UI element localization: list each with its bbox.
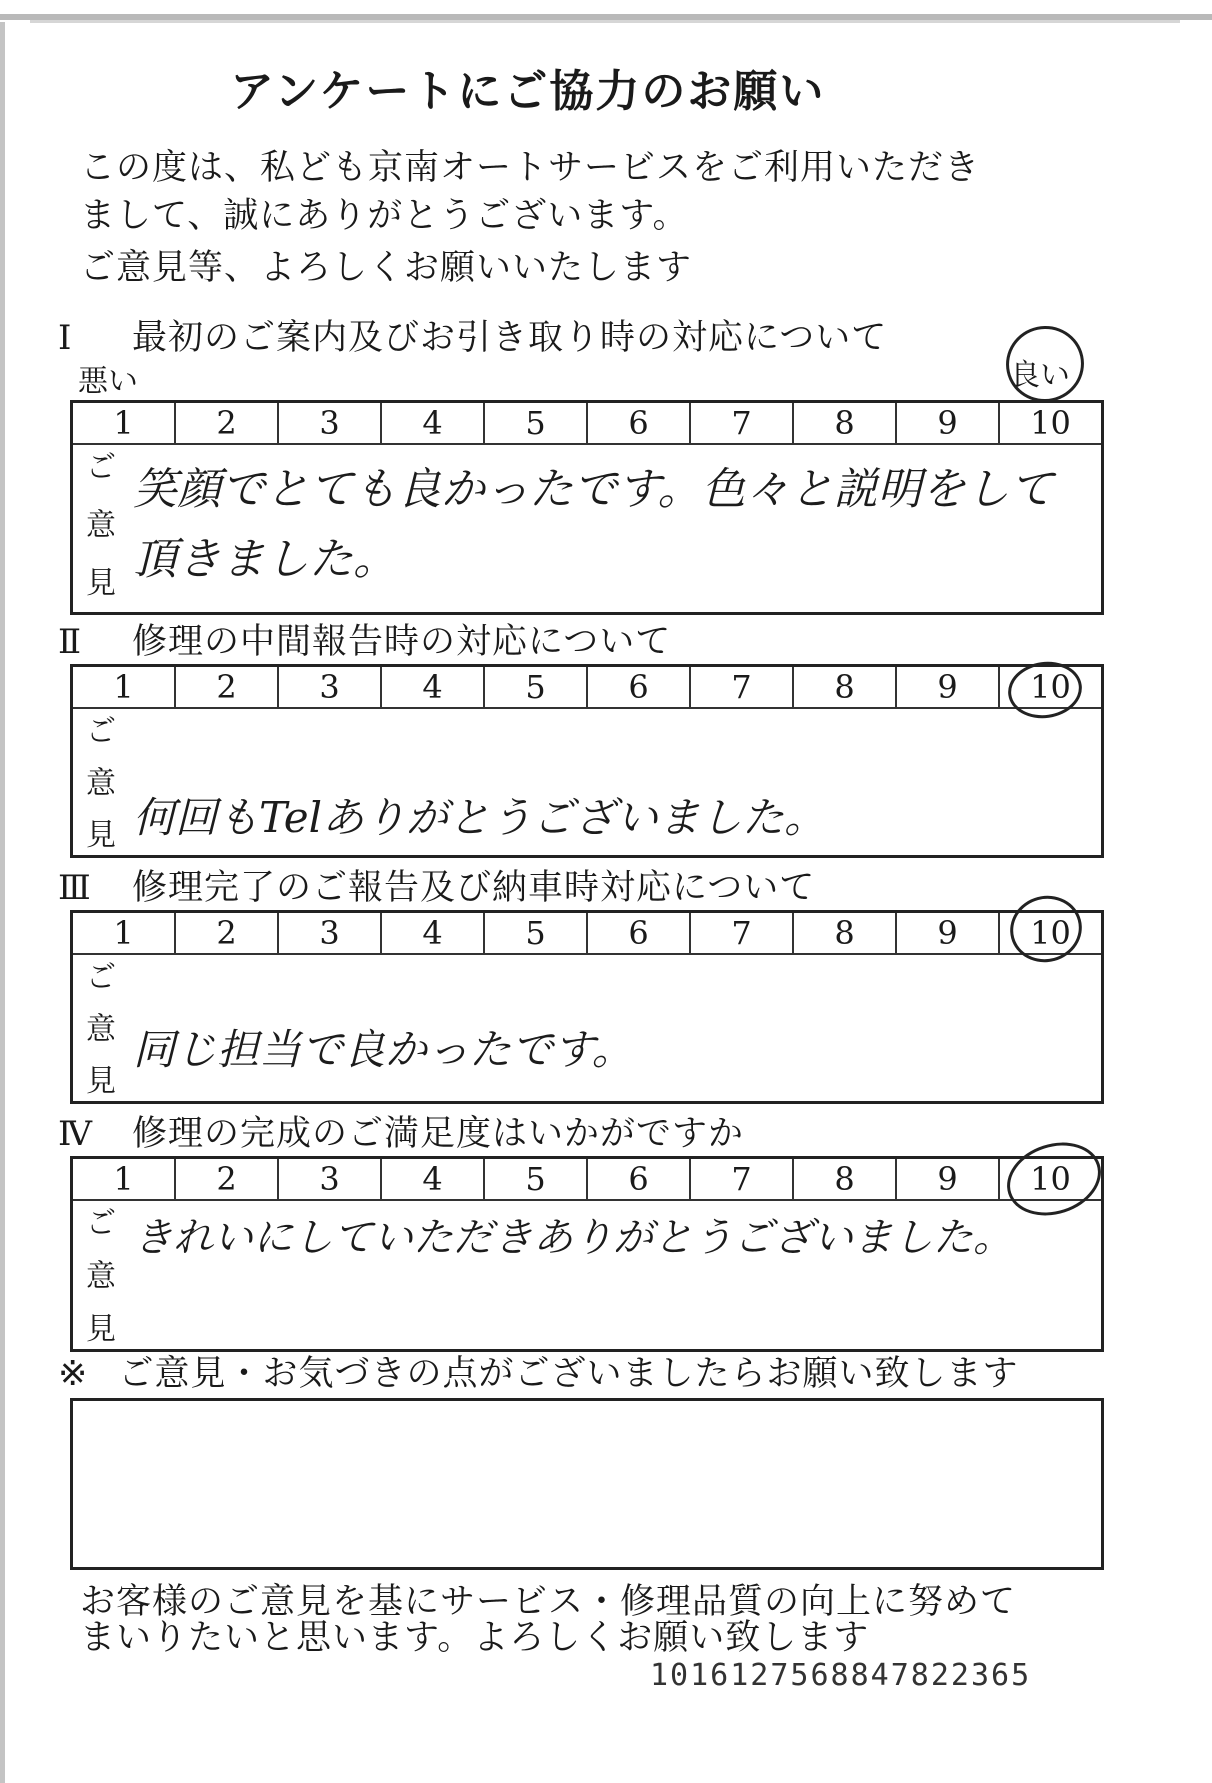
score-option-1[interactable]: 1 — [73, 913, 176, 953]
score-option-9[interactable]: 9 — [897, 1159, 1000, 1199]
section-2-box — [70, 664, 1104, 858]
intro-line-2: まして、誠にありがとうございます。 — [80, 196, 689, 236]
section-1-number: Ⅰ — [58, 318, 72, 358]
score-option-4[interactable]: 4 — [382, 403, 485, 443]
section-1-score-row — [73, 403, 1101, 445]
notes-heading — [58, 1352, 1018, 1396]
comment-label-char: 意 — [86, 1259, 116, 1294]
score-option-7[interactable]: 7 — [691, 667, 794, 707]
section-1-comment-label — [83, 451, 119, 601]
section-2-comment[interactable]: 何回もTelありがとうございました。 — [133, 793, 827, 842]
section-4-title: 修理の完成のご満足度はいかがですか — [132, 1114, 745, 1154]
score-option-8[interactable]: 8 — [794, 667, 897, 707]
notes-title: ご意見・お気づきの点がございましたらお願い致します — [118, 1354, 1019, 1394]
score-option-7[interactable]: 7 — [691, 913, 794, 953]
section-3-box — [70, 910, 1104, 1104]
score-option-10[interactable]: 10 — [1030, 914, 1071, 952]
score-option-3[interactable]: 3 — [279, 667, 382, 707]
section-3-score-row — [73, 913, 1101, 955]
score-option-10[interactable]: 10 — [1030, 404, 1071, 442]
comment-label-char: ご — [86, 714, 116, 749]
section-4-box — [70, 1156, 1104, 1352]
document-serial-number: 1016127568847822365 — [650, 1658, 1032, 1693]
score-option-3[interactable]: 3 — [279, 1159, 382, 1199]
section-4-comment-label — [83, 1207, 119, 1347]
score-option-6[interactable]: 6 — [588, 403, 691, 443]
intro-line-1: この度は、私ども京南オートサービスをご利用いただき — [80, 148, 981, 188]
score-option-2[interactable]: 2 — [176, 403, 279, 443]
comment-label-char: ご — [86, 960, 116, 995]
section-2-title: 修理の中間報告時の対応について — [132, 622, 672, 662]
good-label-circle-mark — [999, 319, 1091, 410]
score-option-8[interactable]: 8 — [794, 1159, 897, 1199]
section-2-number: Ⅱ — [58, 622, 82, 662]
section-3-comment[interactable]: 同じ担当で良かったです。 — [133, 1025, 634, 1074]
score-option-9[interactable]: 9 — [897, 667, 1000, 707]
score-option-5[interactable]: 5 — [485, 667, 588, 707]
comment-label-char: ご — [86, 450, 116, 485]
section-1-title: 最初のご案内及びお引き取り時の対応について — [132, 318, 888, 358]
section-2-score-row — [73, 667, 1101, 709]
score-option-6[interactable]: 6 — [588, 913, 691, 953]
score-option-1[interactable]: 1 — [73, 403, 176, 443]
score-option-7[interactable]: 7 — [691, 403, 794, 443]
comment-label-char: 意 — [86, 766, 116, 801]
score-option-2[interactable]: 2 — [176, 667, 279, 707]
scale-bad-label: 悪い — [78, 364, 138, 399]
section-4-score-row — [73, 1159, 1101, 1201]
footer-line-1: お客様のご意見を基にサービス・修理品質の向上に努めて — [80, 1582, 1017, 1622]
score-option-3[interactable]: 3 — [279, 403, 382, 443]
section-3-title: 修理完了のご報告及び納車時対応について — [132, 868, 816, 908]
score-option-4[interactable]: 4 — [382, 1159, 485, 1199]
footer-line-2: まいりたいと思います。よろしくお願い致します — [80, 1618, 870, 1658]
comment-label-char: 見 — [86, 1312, 116, 1347]
comment-label-char: 見 — [86, 818, 116, 853]
score-option-3[interactable]: 3 — [279, 913, 382, 953]
score-option-5[interactable]: 5 — [485, 403, 588, 443]
score-option-6[interactable]: 6 — [588, 667, 691, 707]
score-option-10[interactable]: 10 — [1030, 1160, 1071, 1198]
scale-good-label: 良い — [1010, 358, 1070, 393]
score-option-8[interactable]: 8 — [794, 913, 897, 953]
comment-label-char: 見 — [86, 566, 116, 601]
section-3-number: Ⅲ — [58, 868, 91, 908]
score-option-10[interactable]: 10 — [1030, 668, 1071, 706]
scan-left-edge — [0, 22, 5, 1783]
section-3-comment-label — [83, 961, 119, 1099]
section-1-comment[interactable]: 笑顔でとても良かったです。色々と説明をして頂きました。 — [133, 464, 1054, 585]
score-option-5[interactable]: 5 — [485, 1159, 588, 1199]
score-option-7[interactable]: 7 — [691, 1159, 794, 1199]
score-option-8[interactable]: 8 — [794, 403, 897, 443]
score-option-9[interactable]: 9 — [897, 403, 1000, 443]
comment-label-char: 意 — [86, 508, 116, 543]
comment-label-char: ご — [86, 1206, 116, 1241]
score-option-1[interactable]: 1 — [73, 667, 176, 707]
score-option-2[interactable]: 2 — [176, 1159, 279, 1199]
section-2-comment-label — [83, 715, 119, 853]
survey-title: アンケートにご協力のお願い — [230, 66, 826, 117]
score-option-5[interactable]: 5 — [485, 913, 588, 953]
score-option-2[interactable]: 2 — [176, 913, 279, 953]
scan-top-edge-inner — [30, 20, 1180, 23]
section-4-number: Ⅳ — [58, 1114, 92, 1154]
comment-label-char: 意 — [86, 1012, 116, 1047]
comment-label-char: 見 — [86, 1064, 116, 1099]
reference-mark: ※ — [58, 1354, 89, 1394]
score-option-4[interactable]: 4 — [382, 667, 485, 707]
score-option-1[interactable]: 1 — [73, 1159, 176, 1199]
section-4-comment[interactable]: きれいにしていただきありがとうございました。 — [133, 1215, 1013, 1261]
score-option-4[interactable]: 4 — [382, 913, 485, 953]
intro-line-3: ご意見等、よろしくお願いいたします — [80, 248, 693, 288]
score-option-6[interactable]: 6 — [588, 1159, 691, 1199]
score-option-9[interactable]: 9 — [897, 913, 1000, 953]
notes-field[interactable] — [70, 1398, 1104, 1570]
section-1-box — [70, 400, 1104, 615]
